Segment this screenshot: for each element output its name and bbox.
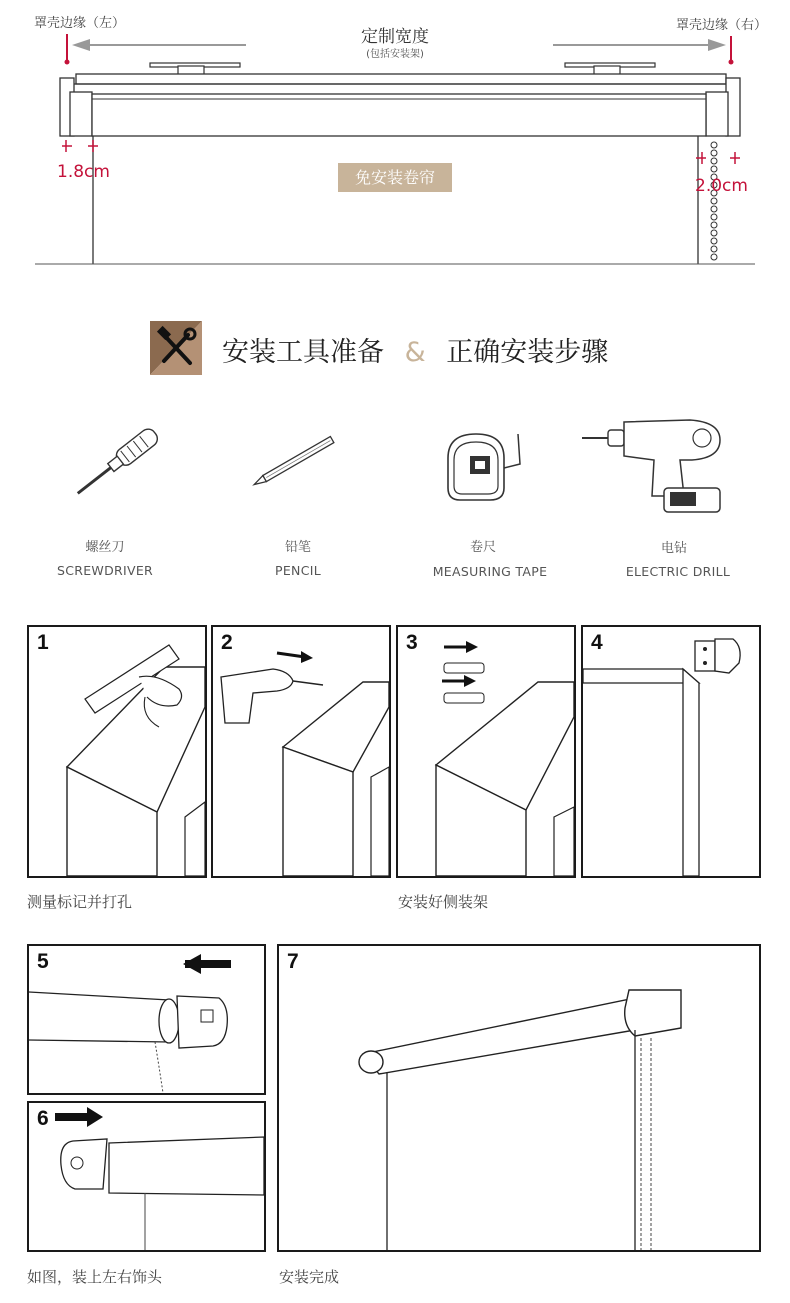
step-number: 1 xyxy=(37,631,49,654)
step-number: 2 xyxy=(221,631,233,654)
badge-text: 免安装卷帘 xyxy=(354,168,435,187)
width-title: 定制宽度 xyxy=(361,27,429,47)
step-panel-7 xyxy=(277,944,761,1252)
section-title-steps: 正确安装步骤 xyxy=(446,337,609,368)
mark-measure-illustration xyxy=(29,627,205,876)
no-install-badge xyxy=(338,163,452,192)
hammer-wrench-icon xyxy=(150,321,202,375)
tool-name-cn: 铅笔 xyxy=(284,540,311,555)
blind-dimension-drawing xyxy=(0,0,790,280)
step-panel-2 xyxy=(211,625,391,878)
section-title-ampersand: & xyxy=(404,337,426,368)
section-title xyxy=(222,330,608,369)
step-number: 5 xyxy=(37,950,49,973)
screwdriver-icon xyxy=(62,418,172,510)
width-subtitle: (包括安装架) xyxy=(366,49,424,60)
caption-step-1-2: 测量标记并打孔 xyxy=(27,893,133,911)
step-panel-3 xyxy=(396,625,576,878)
caption-step-5-6: 如图，装上左右饰头 xyxy=(27,1268,163,1286)
bracket-mounted-illustration xyxy=(583,627,759,876)
anchors-illustration xyxy=(398,627,574,876)
measuring-tape-icon xyxy=(440,428,530,506)
electric-drill-icon xyxy=(580,416,730,520)
tool-name-en: SCREWDRIVER xyxy=(56,563,154,578)
tool-name-cn: 卷尺 xyxy=(469,540,496,555)
left-edge-label: 罩壳边缘（左） xyxy=(34,16,126,31)
section-title-tools: 安装工具准备 xyxy=(222,337,384,368)
attach-left-cap-illustration xyxy=(29,946,264,1093)
caption-step-3-4: 安装好侧装架 xyxy=(398,893,489,911)
tool-name-en: MEASURING TAPE xyxy=(432,564,548,579)
right-edge-label: 罩壳边缘（右） xyxy=(676,18,768,33)
tools-section-icon xyxy=(150,321,202,375)
step-number: 7 xyxy=(287,950,299,973)
tool-name-cn: 电钻 xyxy=(660,541,687,556)
tool-name-cn: 螺丝刀 xyxy=(85,540,125,555)
tool-name-en: ELECTRIC DRILL xyxy=(625,564,731,579)
step-panel-5 xyxy=(27,944,266,1095)
step-number: 3 xyxy=(406,631,418,654)
step-panel-6 xyxy=(27,1101,266,1252)
attach-right-cap-illustration xyxy=(29,1103,264,1250)
step-panel-1 xyxy=(27,625,207,878)
step-number: 4 xyxy=(591,631,603,654)
drill-hole-illustration xyxy=(213,627,389,876)
installation-complete-illustration xyxy=(279,946,759,1250)
right-gap-label: 2.0cm xyxy=(695,176,748,196)
tool-name-en: PENCIL xyxy=(275,563,321,578)
step-panel-4 xyxy=(581,625,761,878)
pencil-icon xyxy=(248,432,344,490)
left-gap-label: 1.8cm xyxy=(57,162,110,182)
caption-step-7: 安装完成 xyxy=(279,1268,340,1286)
step-number: 6 xyxy=(37,1107,49,1130)
